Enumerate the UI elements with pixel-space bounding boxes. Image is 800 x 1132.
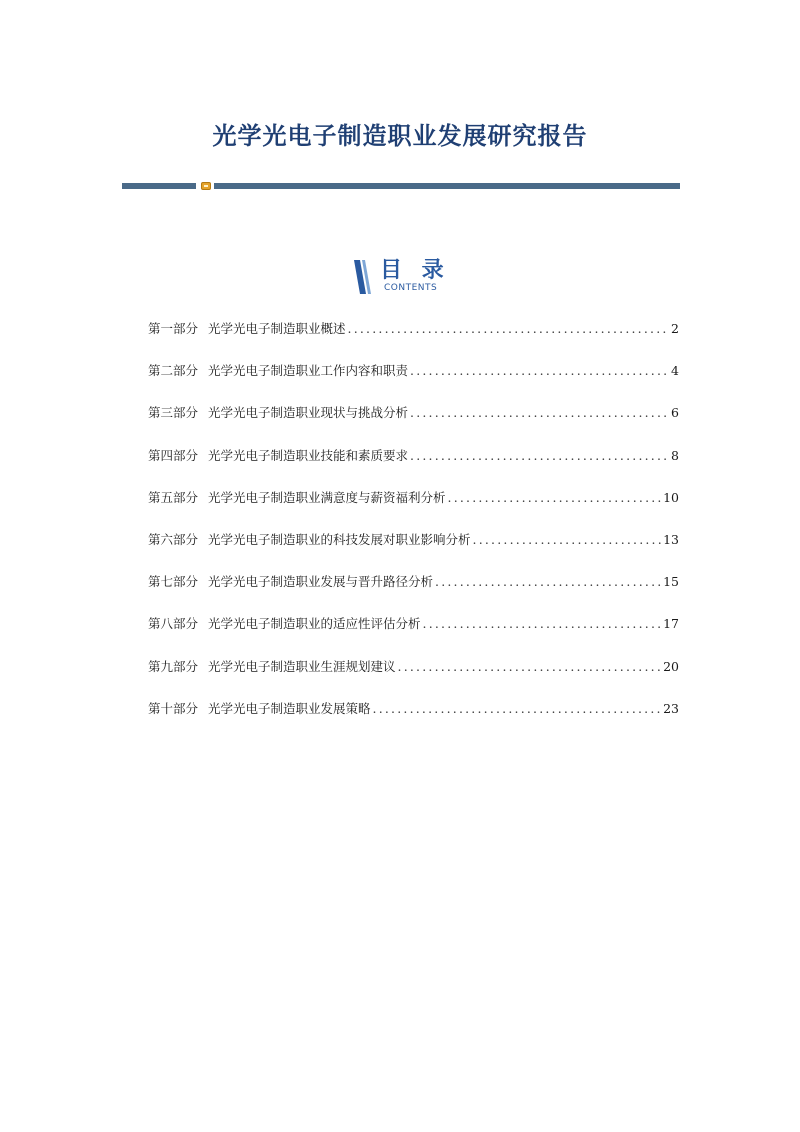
toc-entry-title: 光学光电子制造职业概述 [208, 321, 346, 336]
toc-entry-part: 第四部分 [148, 447, 199, 463]
toc-entry-page: 2 [671, 321, 679, 336]
toc-entry-title: 光学光电子制造职业满意度与薪资福利分析 [208, 489, 446, 505]
toc-list [148, 320, 679, 742]
toc-entry-title: 光学光电子制造职业生涯规划建议 [208, 658, 396, 674]
toc-entry-part: 第九部分 [148, 658, 199, 674]
toc-entry-leader [473, 531, 662, 549]
toc-entry-part: 第八部分 [148, 616, 199, 632]
divider-emblem-icon [201, 182, 211, 190]
toc-entry-page: 8 [671, 447, 679, 463]
toc-entry[interactable] [148, 531, 679, 573]
toc-entry-part: 第三部分 [148, 405, 199, 421]
toc-entry-leader [410, 447, 669, 465]
toc-entry-part: 第二部分 [148, 363, 199, 379]
toc-heading-subtitle: CONTENTS [384, 283, 438, 293]
toc-entry-leader [348, 320, 670, 338]
toc-entry-page: 23 [663, 700, 679, 716]
toc-entry-page: 6 [671, 405, 679, 421]
toc-entry-title: 光学光电子制造职业的科技发展对职业影响分析 [208, 531, 471, 547]
toc-entry-title: 光学光电子制造职业技能和素质要求 [208, 447, 409, 463]
toc-entry-page: 10 [663, 489, 679, 505]
toc-entry-part: 第六部分 [148, 531, 199, 547]
toc-heading-title: 目 录 [380, 258, 450, 283]
toc-entry-title: 光学光电子制造职业发展与晋升路径分析 [208, 574, 434, 590]
toc-stripe-icon [354, 260, 372, 294]
toc-heading [354, 258, 454, 298]
toc-entry[interactable] [148, 573, 679, 615]
toc-entry-page: 20 [663, 658, 679, 674]
toc-entry-part: 第五部分 [148, 489, 199, 505]
toc-entry-title: 光学光电子制造职业的适应性评估分析 [208, 616, 421, 632]
toc-entry-leader [410, 362, 669, 380]
toc-entry[interactable] [148, 700, 679, 742]
divider-bar-right [214, 183, 680, 189]
toc-entry-part: 第一部分 [148, 321, 199, 336]
divider-bar-left [122, 183, 196, 189]
toc-entry-leader [435, 573, 661, 591]
toc-entry-leader [423, 615, 662, 633]
toc-entry-leader [373, 700, 662, 718]
toc-entry-page: 17 [663, 616, 679, 632]
toc-entry-title: 光学光电子制造职业现状与挑战分析 [208, 405, 409, 421]
toc-entry-leader [448, 489, 662, 507]
toc-entry[interactable] [148, 447, 679, 489]
toc-entry-leader [398, 658, 662, 676]
toc-entry[interactable] [148, 658, 679, 700]
toc-entry[interactable] [148, 362, 679, 404]
toc-entry-leader [410, 404, 669, 422]
toc-entry[interactable] [148, 615, 679, 657]
toc-entry-page: 4 [671, 363, 679, 379]
toc-entry[interactable] [148, 489, 679, 531]
title-divider [122, 182, 680, 190]
toc-entry-title: 光学光电子制造职业发展策略 [208, 700, 371, 716]
toc-entry-title: 光学光电子制造职业工作内容和职责 [208, 363, 409, 379]
document-title: 光学光电子制造职业发展研究报告 [212, 121, 588, 151]
toc-entry[interactable] [148, 404, 679, 446]
toc-entry-page: 13 [663, 531, 679, 547]
toc-entry-part: 第十部分 [148, 700, 199, 716]
toc-entry[interactable] [148, 320, 679, 362]
toc-entry-part: 第七部分 [148, 574, 199, 590]
toc-entry-page: 15 [663, 574, 679, 590]
